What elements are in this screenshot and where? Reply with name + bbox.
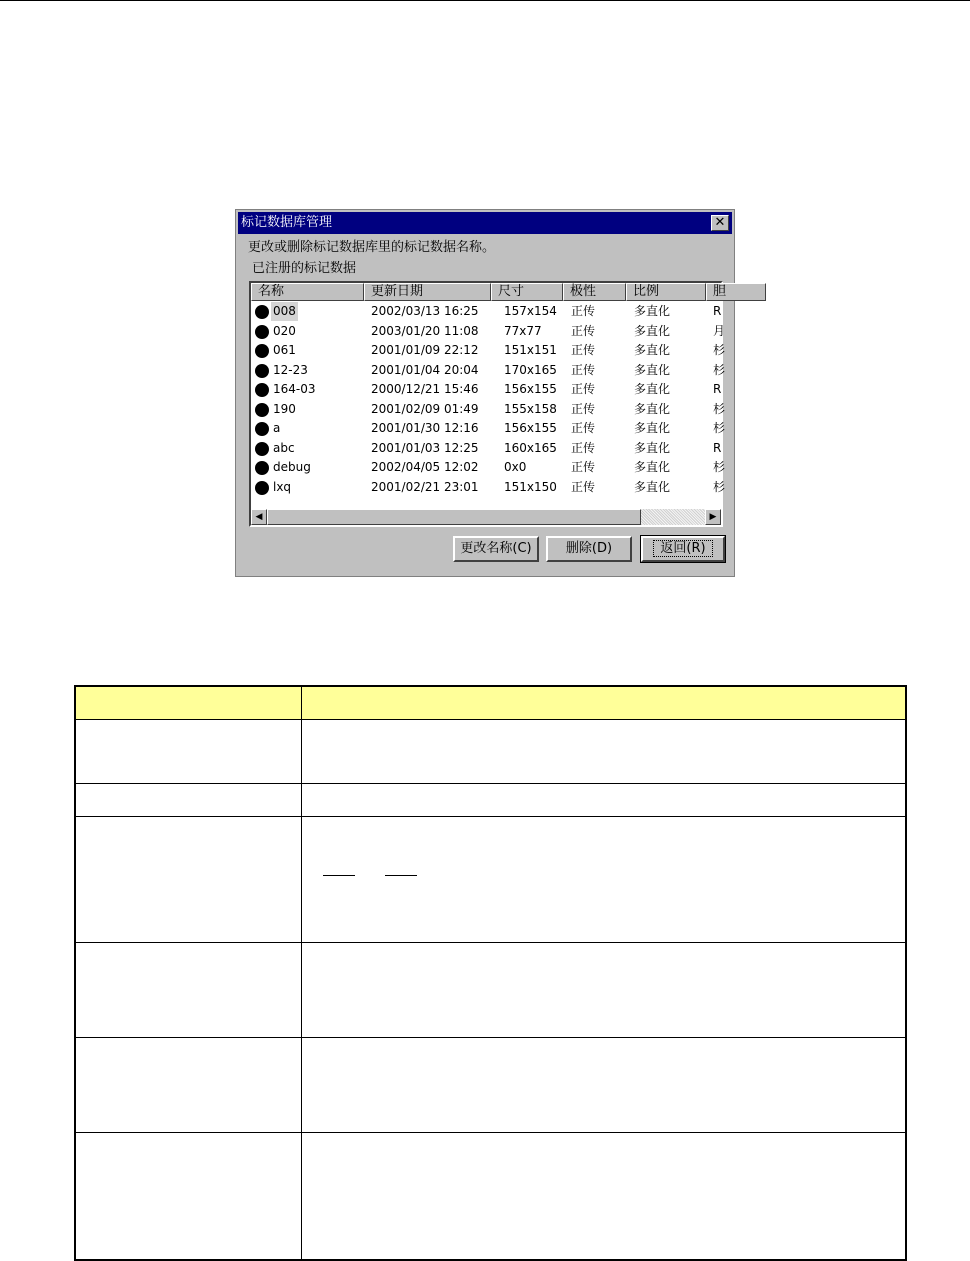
item-ratio: 多直化 bbox=[634, 304, 671, 318]
marker-list[interactable] bbox=[249, 281, 727, 527]
item-size: 170x165 bbox=[504, 362, 557, 377]
list-item[interactable] bbox=[251, 419, 951, 438]
delete-button[interactable]: 删除(D) bbox=[546, 536, 632, 562]
item-name: debug bbox=[273, 460, 311, 474]
item-ratio: 多直化 bbox=[634, 440, 671, 455]
item-name: 020 bbox=[273, 323, 296, 338]
item-ratio: 多直化 bbox=[634, 362, 671, 377]
registered-markers-label: 已注册的标记数据 bbox=[252, 261, 357, 276]
scrollbar-thumb[interactable] bbox=[267, 509, 641, 525]
horizontal-scrollbar[interactable] bbox=[251, 509, 721, 525]
list-header bbox=[251, 283, 951, 301]
item-date: 2001/01/03 12:25 bbox=[371, 440, 479, 455]
item-name: 061 bbox=[273, 343, 296, 357]
item-ratio: 多直化 bbox=[634, 460, 671, 474]
item-polarity: 正传 bbox=[571, 460, 596, 474]
item-date: 2002/04/05 12:02 bbox=[371, 460, 479, 474]
column-header-ratio[interactable]: 比例 bbox=[626, 283, 706, 301]
item-polarity: 正传 bbox=[571, 479, 596, 494]
item-polarity: 正传 bbox=[571, 401, 596, 416]
item-name: 008 bbox=[271, 302, 298, 321]
column-header-extra[interactable]: 胆 bbox=[706, 283, 766, 301]
table-row-divider bbox=[76, 1037, 905, 1038]
item-extra: 杉 bbox=[713, 421, 726, 435]
item-size: 157x154 bbox=[504, 304, 557, 318]
item-extra: R bbox=[713, 440, 722, 455]
marker-dot-icon bbox=[255, 442, 269, 456]
list-item[interactable] bbox=[251, 361, 951, 380]
item-size: 0x0 bbox=[504, 460, 527, 474]
item-ratio: 多直化 bbox=[634, 343, 671, 357]
item-polarity: 正传 bbox=[571, 323, 596, 338]
table-row-divider bbox=[76, 719, 905, 720]
item-date: 2003/01/20 11:08 bbox=[371, 323, 479, 338]
item-extra: 月 bbox=[713, 323, 726, 338]
back-button-label: 返回(R) bbox=[653, 540, 712, 557]
item-extra: 杉 bbox=[713, 460, 726, 474]
column-header-date[interactable]: 更新日期 bbox=[364, 283, 491, 301]
table-row-divider bbox=[76, 783, 905, 784]
item-name: abc bbox=[273, 440, 295, 455]
item-extra: 杉 bbox=[713, 401, 726, 416]
back-button[interactable] bbox=[641, 536, 725, 562]
table-row-divider bbox=[76, 816, 905, 817]
marker-database-dialog bbox=[235, 209, 735, 577]
marker-dot-icon bbox=[255, 305, 269, 319]
item-date: 2002/03/13 16:25 bbox=[371, 304, 479, 318]
item-polarity: 正传 bbox=[571, 362, 596, 377]
item-ratio: 多直化 bbox=[634, 323, 671, 338]
title-bar[interactable] bbox=[238, 212, 732, 234]
marker-dot-icon bbox=[255, 481, 269, 495]
item-date: 2001/02/21 23:01 bbox=[371, 479, 479, 494]
item-extra: 杉 bbox=[713, 479, 726, 494]
table-header-row bbox=[76, 687, 905, 719]
blank-underline bbox=[323, 875, 355, 876]
item-name: lxq bbox=[273, 479, 292, 494]
list-item[interactable] bbox=[251, 458, 951, 477]
column-header-name[interactable]: 名称 bbox=[251, 283, 364, 301]
list-item[interactable] bbox=[251, 380, 951, 399]
item-ratio: 多直化 bbox=[634, 382, 671, 396]
list-item[interactable] bbox=[251, 400, 951, 419]
item-size: 151x150 bbox=[504, 479, 557, 494]
table-column-divider bbox=[301, 687, 302, 1259]
list-item[interactable] bbox=[251, 439, 951, 458]
description-table bbox=[74, 685, 907, 1261]
item-date: 2001/01/30 12:16 bbox=[371, 421, 479, 435]
item-name: 190 bbox=[273, 401, 296, 416]
item-size: 156x155 bbox=[504, 382, 557, 396]
item-size: 156x155 bbox=[504, 421, 557, 435]
item-extra: 杉 bbox=[713, 362, 726, 377]
page-top-rule bbox=[0, 0, 970, 1]
item-size: 151x151 bbox=[504, 343, 557, 357]
table-row-divider bbox=[76, 1132, 905, 1133]
item-polarity: 正传 bbox=[571, 304, 596, 318]
marker-dot-icon bbox=[255, 364, 269, 378]
rename-button[interactable]: 更改名称(C) bbox=[453, 536, 539, 562]
close-icon[interactable]: ✕ bbox=[711, 215, 729, 231]
item-polarity: 正传 bbox=[571, 440, 596, 455]
scroll-right-icon[interactable]: ▶ bbox=[705, 509, 721, 525]
item-date: 2000/12/21 15:46 bbox=[371, 382, 479, 396]
item-ratio: 多直化 bbox=[634, 401, 671, 416]
item-ratio: 多直化 bbox=[634, 421, 671, 435]
item-polarity: 正传 bbox=[571, 343, 596, 357]
list-item[interactable] bbox=[251, 322, 951, 341]
marker-dot-icon bbox=[255, 344, 269, 358]
marker-dot-icon bbox=[255, 383, 269, 397]
column-header-size[interactable]: 尺寸 bbox=[491, 283, 563, 301]
item-polarity: 正传 bbox=[571, 421, 596, 435]
list-item[interactable] bbox=[251, 341, 951, 360]
marker-dot-icon bbox=[255, 325, 269, 339]
marker-dot-icon bbox=[255, 403, 269, 417]
item-extra: 杉 bbox=[713, 343, 726, 357]
list-item[interactable] bbox=[251, 302, 951, 321]
item-polarity: 正传 bbox=[571, 382, 596, 396]
item-name: 164-03 bbox=[273, 382, 316, 396]
item-ratio: 多直化 bbox=[634, 479, 671, 494]
item-size: 77x77 bbox=[504, 323, 542, 338]
item-extra: R bbox=[713, 382, 722, 396]
item-extra: R bbox=[713, 304, 722, 318]
item-date: 2001/01/04 20:04 bbox=[371, 362, 479, 377]
item-date: 2001/01/09 22:12 bbox=[371, 343, 479, 357]
dialog-title: 标记数据库管理 bbox=[241, 215, 333, 230]
marker-dot-icon bbox=[255, 461, 269, 475]
item-date: 2001/02/09 01:49 bbox=[371, 401, 479, 416]
blank-underline bbox=[385, 875, 417, 876]
item-size: 160x165 bbox=[504, 440, 557, 455]
item-size: 155x158 bbox=[504, 401, 557, 416]
table-row-divider bbox=[76, 942, 905, 943]
scroll-left-icon[interactable]: ◀ bbox=[251, 509, 267, 525]
item-name: a bbox=[273, 421, 281, 435]
instruction-text: 更改或删除标记数据库里的标记数据名称。 bbox=[248, 240, 496, 255]
item-name: 12-23 bbox=[273, 362, 308, 377]
marker-dot-icon bbox=[255, 422, 269, 436]
list-item[interactable] bbox=[251, 478, 951, 497]
column-header-polarity[interactable]: 极性 bbox=[563, 283, 626, 301]
